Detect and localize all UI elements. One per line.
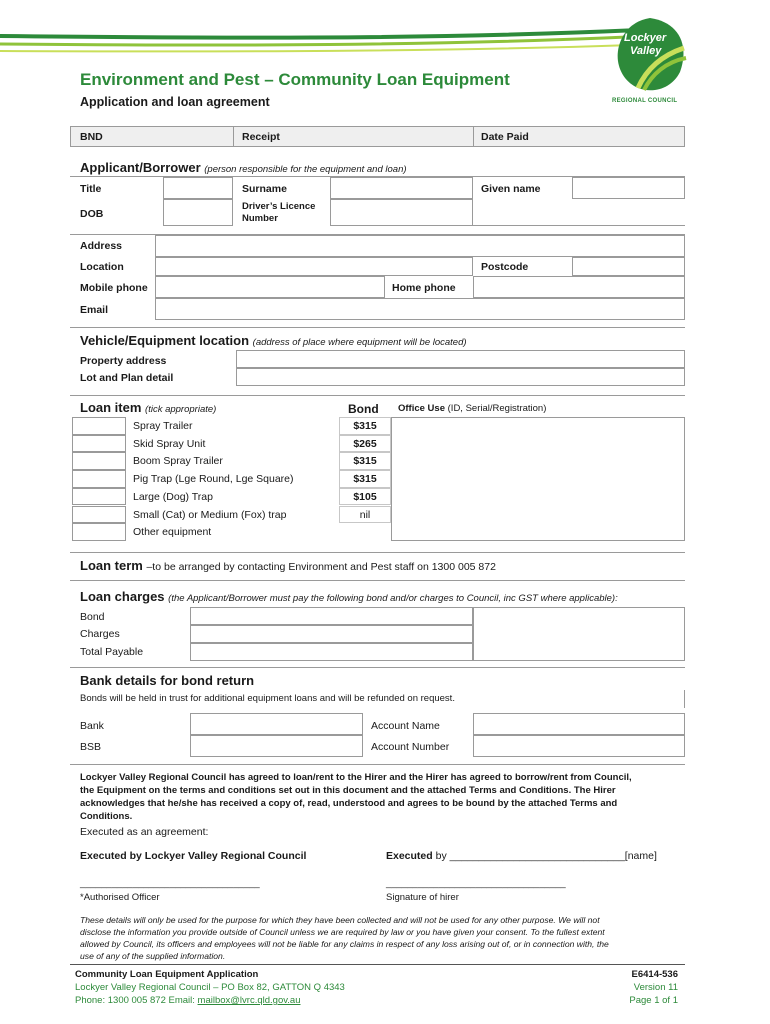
bond-column-header: Bond bbox=[348, 402, 379, 416]
licence-label-line1: Driver’s Licence bbox=[242, 201, 316, 212]
office-use-field[interactable] bbox=[391, 417, 685, 541]
title-label: Title bbox=[80, 183, 102, 195]
section-rule bbox=[70, 327, 685, 328]
section-rule bbox=[70, 395, 685, 396]
bank-heading: Bank details for bond return bbox=[80, 673, 255, 688]
agreement-line-3: acknowledges that he/she has received a copy of, read, understood and agrees to be bound by the attached Terms and bbox=[80, 798, 618, 809]
page-title: Environment and Pest – Community Loan Equipment bbox=[80, 70, 510, 89]
licence-extra-field[interactable] bbox=[473, 199, 685, 226]
loan-item-checkbox[interactable] bbox=[72, 506, 126, 524]
bank-field[interactable] bbox=[190, 713, 363, 735]
dob-label: DOB bbox=[80, 208, 104, 220]
vehicle-note: (address of place where equipment will be located) bbox=[252, 337, 467, 348]
location-label: Location bbox=[80, 261, 124, 273]
account-name-field[interactable] bbox=[473, 713, 685, 735]
loan-item-checkbox[interactable] bbox=[72, 417, 126, 435]
loan-item-bond-value: $315 bbox=[353, 420, 377, 432]
office-use-row bbox=[70, 126, 685, 147]
loan-charges-heading-text: Loan charges bbox=[80, 589, 165, 604]
agreement-line-2: the Equipment on the terms and conditions set out in this document and the attached Terms and Conditions. The Hirer bbox=[80, 785, 616, 796]
account-number-label: Account Number bbox=[371, 741, 450, 753]
loan-item-name: Other equipment bbox=[133, 526, 212, 539]
office-row-divider bbox=[233, 126, 234, 147]
logo-text-valley: Valley bbox=[630, 45, 662, 57]
section-rule bbox=[70, 580, 685, 581]
officer-signature-line[interactable]: __________________________________ bbox=[80, 878, 260, 889]
logo-text-council: REGIONAL COUNCIL bbox=[612, 98, 678, 104]
footer-page: Page 1 of 1 bbox=[629, 995, 678, 1006]
given-name-label: Given name bbox=[481, 183, 541, 195]
address-label: Address bbox=[80, 240, 123, 252]
loan-item-bond-value: $315 bbox=[353, 455, 377, 468]
footer-email-link[interactable]: mailbox@lvrc.qld.gov.au bbox=[197, 995, 301, 1006]
bsb-field[interactable] bbox=[190, 735, 363, 757]
loan-item-note: (tick appropriate) bbox=[145, 404, 217, 415]
bank-label: Bank bbox=[80, 720, 104, 732]
privacy-line-4: use of any of the supplied information. bbox=[80, 951, 226, 961]
date-paid-label: Date Paid bbox=[481, 131, 529, 143]
property-address-field[interactable] bbox=[236, 350, 685, 368]
account-number-field[interactable] bbox=[473, 735, 685, 757]
office-row-divider bbox=[473, 126, 474, 147]
vehicle-heading-text: Vehicle/Equipment location bbox=[80, 333, 250, 348]
title-field[interactable] bbox=[163, 177, 233, 199]
loan-item-name: Skid Spray Unit bbox=[133, 437, 206, 450]
loan-item-checkbox[interactable] bbox=[72, 435, 126, 453]
footer-contact bbox=[75, 995, 300, 1006]
bank-section-edge bbox=[684, 690, 685, 708]
address-field[interactable] bbox=[155, 235, 685, 257]
executed-as-label: Executed as an agreement: bbox=[80, 826, 209, 838]
section-rule bbox=[70, 552, 685, 553]
loan-item-bond-value: nil bbox=[359, 508, 371, 521]
footer-version: Version 11 bbox=[633, 982, 678, 993]
executed-by-hirer bbox=[386, 850, 657, 862]
lot-plan-field[interactable] bbox=[236, 368, 685, 386]
loan-charges-heading bbox=[80, 589, 618, 604]
total-payable-label: Total Payable bbox=[80, 646, 144, 658]
loan-term-heading-text: Loan term bbox=[80, 558, 143, 573]
office-use-header bbox=[398, 403, 546, 414]
charges-amount-column[interactable] bbox=[473, 607, 685, 661]
council-logo bbox=[608, 14, 692, 108]
logo-text-lockyer: Lockyer bbox=[624, 32, 667, 44]
executed-bold: Executed bbox=[80, 850, 127, 862]
section-rule bbox=[70, 764, 685, 765]
vehicle-heading bbox=[80, 333, 467, 348]
executed-by-council bbox=[80, 850, 306, 862]
loan-item-checkbox[interactable] bbox=[72, 488, 126, 506]
loan-item-bond-value: $315 bbox=[353, 473, 377, 486]
loan-item-name: Spray Trailer bbox=[133, 420, 193, 432]
loan-item-name: Small (Cat) or Medium (Fox) trap bbox=[133, 508, 287, 521]
bnd-label: BND bbox=[80, 131, 103, 143]
loan-item-heading-text: Loan item bbox=[80, 400, 142, 415]
applicant-heading-text: Applicant/Borrower bbox=[80, 160, 201, 175]
section-rule bbox=[70, 667, 685, 668]
hirer-signature-line[interactable]: __________________________________ bbox=[386, 878, 566, 889]
applicant-heading bbox=[80, 160, 407, 175]
charges-bond-label: Bond bbox=[80, 611, 105, 623]
executed-hirer-text[interactable]: by ______________________________[name] bbox=[432, 850, 657, 862]
loan-term-text: –to be arranged by contacting Environment and Pest staff on 1300 005 872 bbox=[146, 561, 496, 573]
authorised-officer-label: *Authorised Officer bbox=[80, 892, 160, 903]
surname-field[interactable] bbox=[330, 177, 473, 199]
account-name-label: Account Name bbox=[371, 720, 440, 732]
postcode-label: Postcode bbox=[481, 261, 529, 273]
footer-doc-code: E6414-536 bbox=[631, 969, 678, 980]
footer-doc-title: Community Loan Equipment Application bbox=[75, 969, 259, 980]
location-field[interactable] bbox=[155, 257, 473, 276]
charges-bond-field[interactable] bbox=[190, 607, 473, 625]
office-use-note: (ID, Serial/Registration) bbox=[447, 403, 547, 414]
agreement-line-4: Conditions. bbox=[80, 811, 133, 822]
footer-address: Lockyer Valley Regional Council – PO Box 82, GATTON Q 4343 bbox=[75, 982, 345, 993]
mobile-phone-label: Mobile phone bbox=[80, 282, 148, 294]
lot-plan-label: Lot and Plan detail bbox=[80, 372, 174, 384]
privacy-line-2: disclose the information you provide outside of Council unless we are required by law or you have given your consent. To the fullest extent bbox=[80, 927, 605, 937]
given-name-field[interactable] bbox=[572, 177, 685, 199]
email-field[interactable] bbox=[155, 298, 685, 320]
home-phone-field[interactable] bbox=[473, 276, 685, 298]
postcode-field[interactable] bbox=[572, 257, 685, 276]
licence-number-field[interactable] bbox=[330, 199, 473, 226]
charges-label: Charges bbox=[80, 628, 120, 640]
loan-item-name: Boom Spray Trailer bbox=[133, 455, 223, 468]
applicant-note: (person responsible for the equipment and loan) bbox=[204, 164, 407, 175]
loan-item-checkbox[interactable] bbox=[72, 523, 126, 541]
executed-bold: Executed bbox=[386, 850, 433, 862]
footer-rule bbox=[70, 964, 685, 965]
privacy-line-1: These details will only be used for the purpose for which they have been collected and will not be used for any other purpose. We will not bbox=[80, 915, 600, 925]
footer-phone: Phone: 1300 005 872 Email: bbox=[75, 995, 198, 1006]
loan-item-bond-value: $105 bbox=[353, 490, 377, 503]
mobile-phone-field[interactable] bbox=[155, 276, 385, 298]
loan-item-name: Pig Trap (Lge Round, Lge Square) bbox=[133, 473, 294, 486]
total-payable-field[interactable] bbox=[190, 643, 473, 661]
receipt-label: Receipt bbox=[242, 131, 280, 143]
loan-item-checkbox[interactable] bbox=[72, 452, 126, 470]
loan-charges-note: (the Applicant/Borrower must pay the following bond and/or charges to Council, inc GST where applicable): bbox=[168, 593, 618, 604]
charges-field[interactable] bbox=[190, 625, 473, 643]
licence-label-line2: Number bbox=[242, 213, 278, 224]
loan-item-name: Large (Dog) Trap bbox=[133, 490, 213, 503]
executed-council-text: by Lockyer Valley Regional Council bbox=[126, 850, 307, 862]
privacy-line-3: allowed by Council, its officers and employees will not be liable for any claims in respect of any loss arising out of, or in connection with, the bbox=[80, 939, 609, 949]
office-use-bold: Office Use bbox=[398, 403, 445, 414]
signature-of-hirer-label: Signature of hirer bbox=[386, 892, 459, 903]
page-subtitle: Application and loan agreement bbox=[80, 95, 270, 109]
email-label: Email bbox=[80, 304, 109, 316]
surname-label: Surname bbox=[242, 183, 287, 195]
property-address-label: Property address bbox=[80, 355, 167, 367]
dob-field[interactable] bbox=[163, 199, 233, 226]
bsb-label: BSB bbox=[80, 741, 102, 753]
loan-item-heading bbox=[80, 400, 216, 415]
agreement-line-1: Lockyer Valley Regional Council has agreed to loan/rent to the Hirer and the Hirer has agreed to borrow/rent from Council, bbox=[80, 772, 632, 783]
loan-term-heading bbox=[80, 558, 496, 573]
loan-item-bond-value: $265 bbox=[353, 437, 377, 450]
home-phone-label: Home phone bbox=[392, 282, 456, 294]
loan-item-checkbox[interactable] bbox=[72, 470, 126, 488]
bank-note: Bonds will be held in trust for additional equipment loans and will be refunded on request. bbox=[80, 693, 455, 704]
